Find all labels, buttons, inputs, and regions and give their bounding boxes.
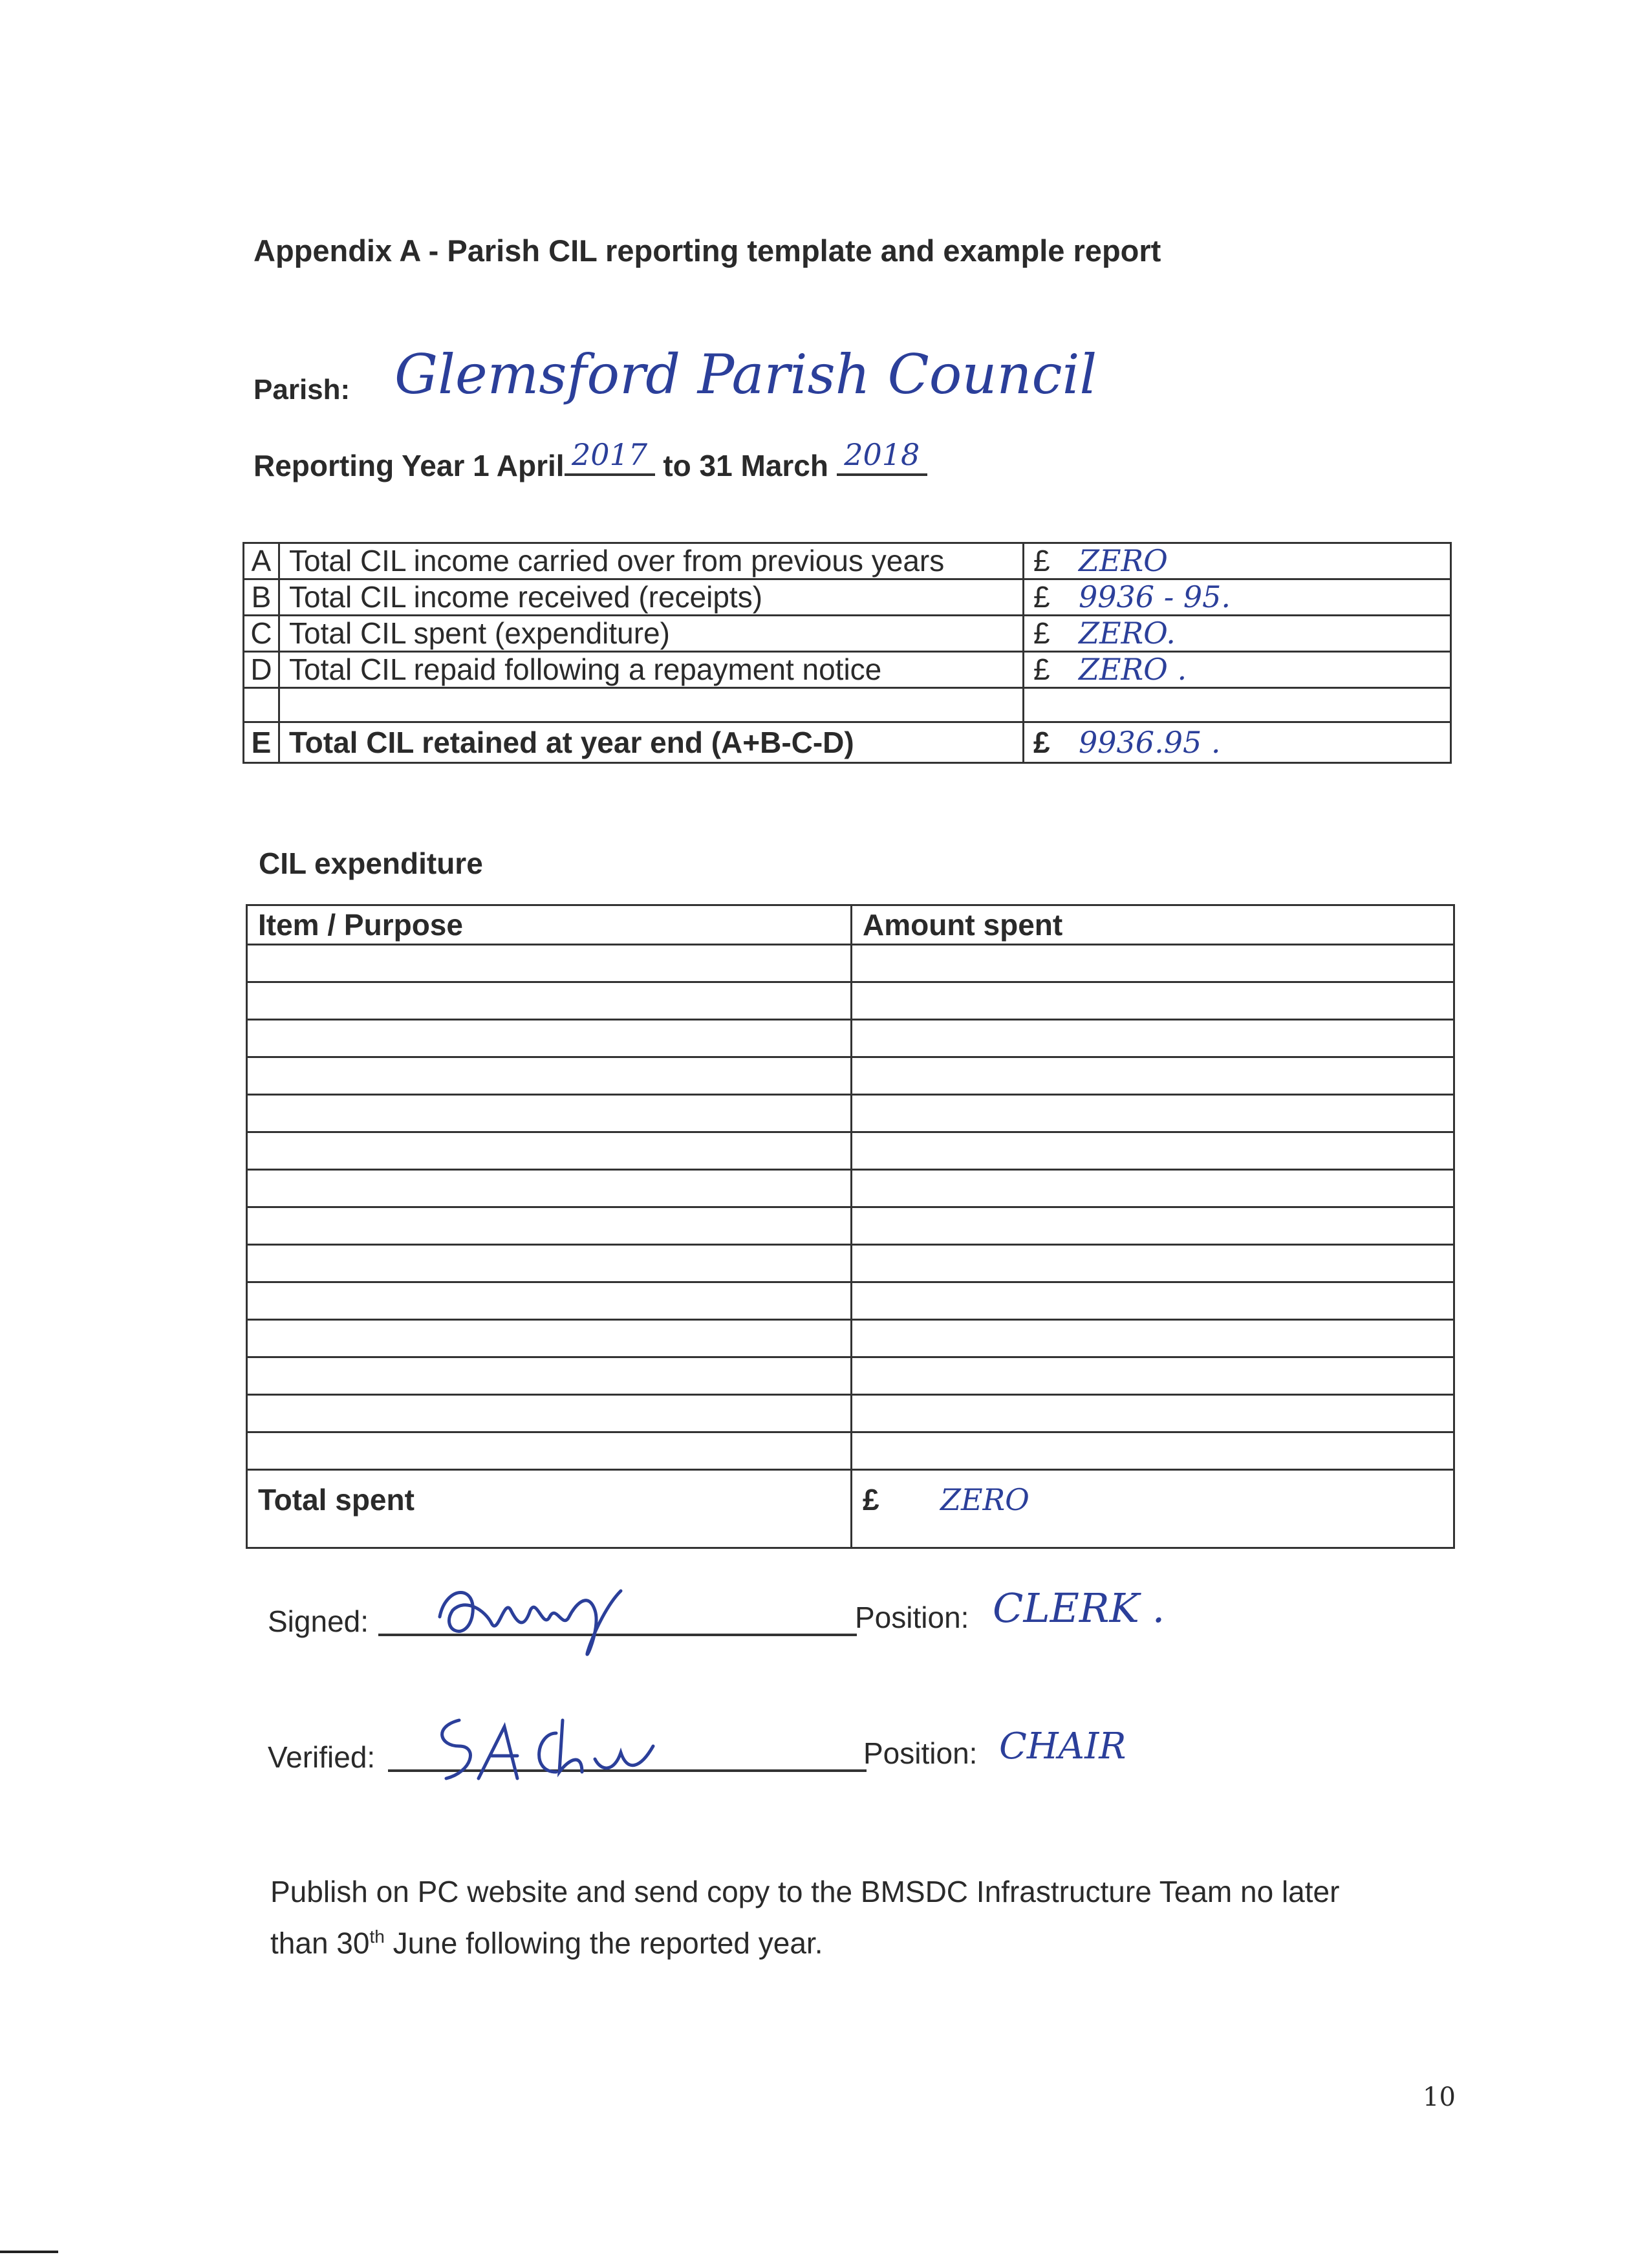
currency-symbol: £ <box>1033 544 1050 578</box>
table-row <box>244 543 1451 579</box>
row-label: Total CIL repaid following a repayment notice <box>279 652 1024 688</box>
parish-name-handwritten: Glemsford Parish Council <box>394 343 1097 406</box>
verified-position-value: CHAIR <box>999 1725 1126 1767</box>
table-row <box>247 1057 1454 1095</box>
signed-position-label: Position: <box>855 1601 969 1634</box>
reporting-year-middle: to 31 March <box>663 449 828 482</box>
column-header-amount: Amount spent <box>852 905 1454 945</box>
table-row <box>244 652 1451 688</box>
start-year-value: 2017 <box>572 437 648 472</box>
signed-label: Signed: <box>268 1604 369 1638</box>
table-row <box>247 1245 1454 1282</box>
row-amount <box>1024 543 1451 579</box>
end-year-value: 2018 <box>844 437 920 472</box>
row-label: Total CIL spent (expenditure) <box>279 616 1024 652</box>
row-amount <box>1024 616 1451 652</box>
reporting-year <box>253 437 927 483</box>
table-row-total <box>244 722 1451 763</box>
table-row <box>247 1095 1454 1132</box>
table-row <box>247 1282 1454 1320</box>
amount-value: ZERO <box>1079 543 1168 578</box>
publish-instructions <box>270 1869 1499 1965</box>
verified-label: Verified: <box>268 1740 376 1774</box>
clerk-signature <box>427 1571 673 1690</box>
amount-value: 9936 - 95. <box>1079 579 1231 614</box>
currency-symbol: £ <box>1033 726 1050 759</box>
row-label: Total CIL income received (receipts) <box>279 579 1024 616</box>
row-amount <box>1024 722 1451 763</box>
row-label: Total CIL income carried over from previous years <box>279 543 1024 579</box>
publish-line-1: Publish on PC website and send copy to the BMSDC Infrastructure Team no later <box>270 1875 1340 1908</box>
currency-symbol: £ <box>1033 653 1050 686</box>
table-row <box>247 1207 1454 1245</box>
page-number: 10 <box>1423 2082 1456 2112</box>
signature-scribble <box>427 1571 673 1675</box>
table-row <box>244 616 1451 652</box>
section-title: CIL expenditure <box>259 847 483 880</box>
verified-position-label: Position: <box>863 1736 978 1770</box>
table-row <box>247 1395 1454 1432</box>
total-spent-value: ZERO <box>940 1482 1029 1517</box>
amount-value: 9936.95 . <box>1079 725 1221 760</box>
end-year-field <box>837 437 927 476</box>
table-row <box>247 1432 1454 1470</box>
scan-edge-mark <box>0 2251 58 2253</box>
column-header-item: Item / Purpose <box>247 905 852 945</box>
total-spent-amount <box>852 1470 1454 1548</box>
table-row-total <box>247 1470 1454 1548</box>
table-row <box>247 1170 1454 1207</box>
row-amount <box>1024 652 1451 688</box>
row-letter: C <box>244 616 279 652</box>
table-row <box>244 579 1451 616</box>
row-letter: B <box>244 579 279 616</box>
table-row <box>247 945 1454 982</box>
table-row-empty <box>244 688 1451 722</box>
parish-label: Parish: <box>253 374 350 405</box>
amount-value: ZERO . <box>1079 652 1187 687</box>
row-amount <box>1024 579 1451 616</box>
cil-expenditure-table <box>246 904 1455 1549</box>
cil-summary-table <box>242 542 1452 764</box>
table-row <box>247 1132 1454 1170</box>
signature-scribble <box>420 1707 666 1791</box>
page-title: Appendix A - Parish CIL reporting template and example report <box>253 233 1161 268</box>
row-label: Total CIL retained at year end (A+B-C-D) <box>279 722 1024 763</box>
row-letter: A <box>244 543 279 579</box>
amount-value: ZERO. <box>1079 616 1176 651</box>
table-row <box>247 982 1454 1020</box>
table-row <box>247 1357 1454 1395</box>
chair-signature <box>420 1707 666 1807</box>
currency-symbol: £ <box>1033 616 1050 650</box>
currency-symbol: £ <box>863 1483 879 1517</box>
table-header-row <box>247 905 1454 945</box>
row-letter: D <box>244 652 279 688</box>
table-row <box>247 1020 1454 1057</box>
total-spent-label: Total spent <box>247 1470 852 1548</box>
reporting-year-prefix: Reporting Year 1 April <box>253 449 565 482</box>
start-year-field <box>565 437 655 476</box>
row-letter: E <box>244 722 279 763</box>
currency-symbol: £ <box>1033 580 1050 614</box>
table-row <box>247 1320 1454 1357</box>
publish-line-2: than 30th June following the reported year. <box>270 1926 823 1960</box>
signed-position-value: CLERK . <box>993 1584 1165 1632</box>
